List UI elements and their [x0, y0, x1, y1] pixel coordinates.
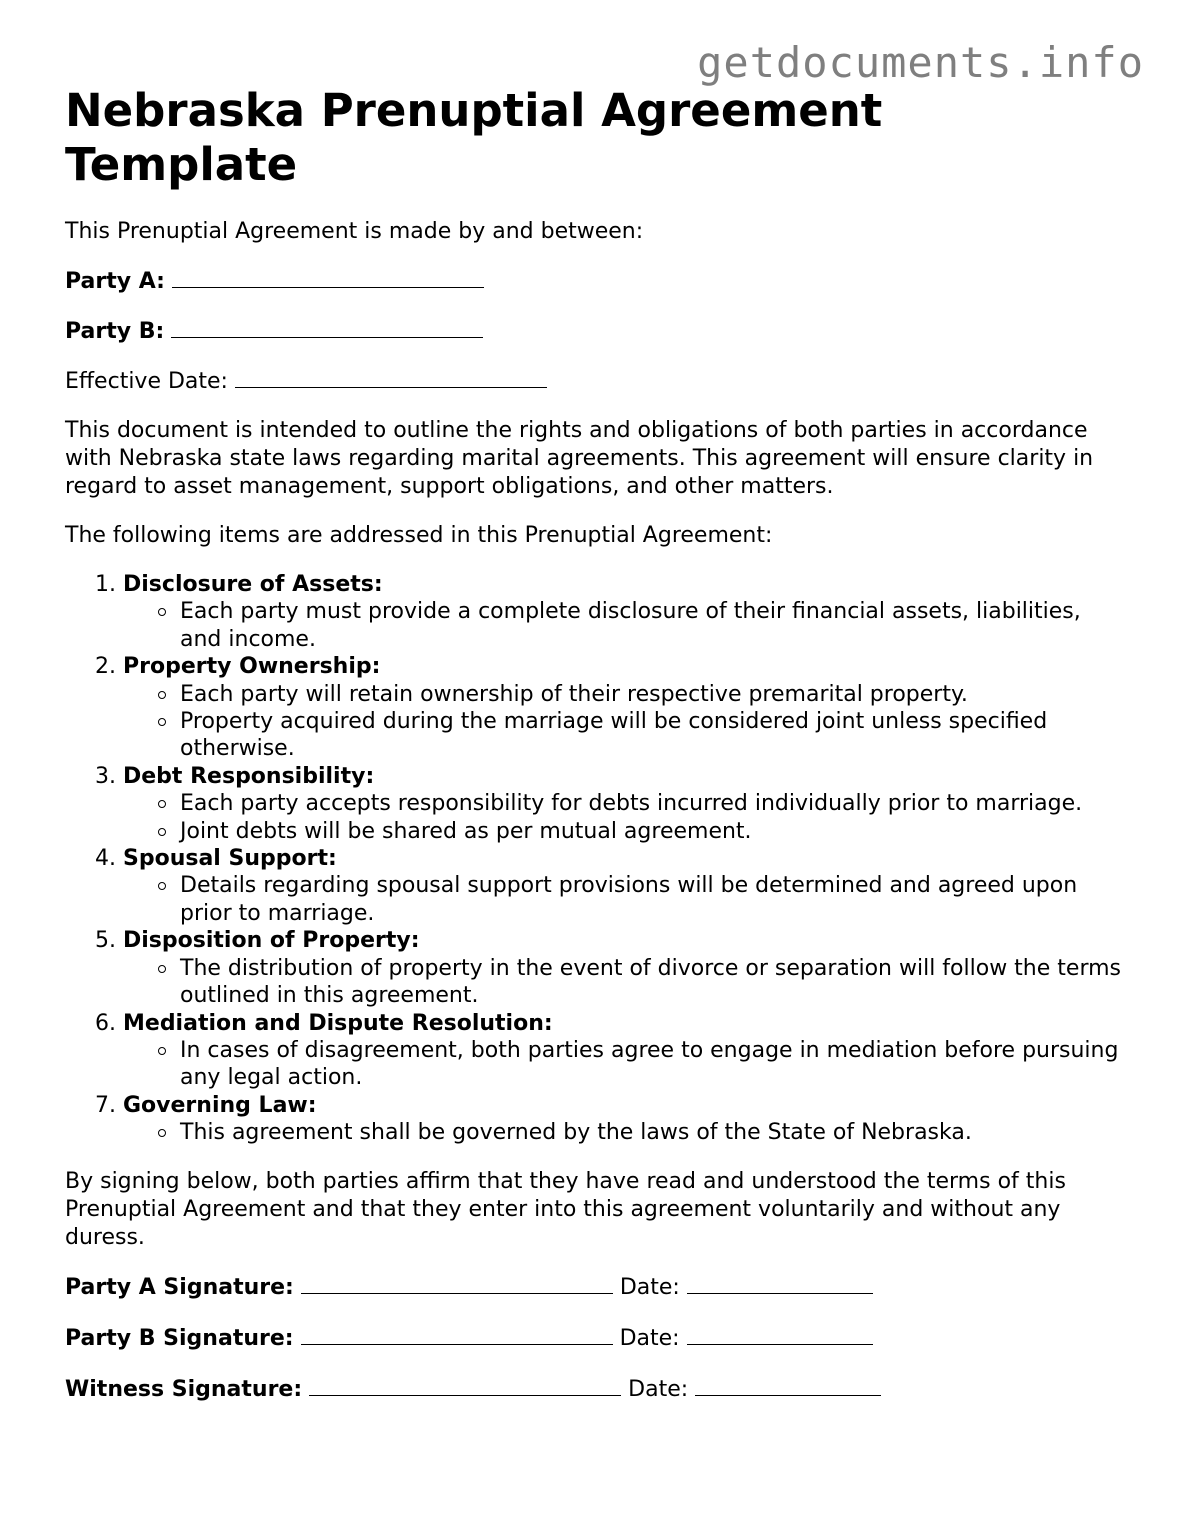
party-b-blank[interactable] [171, 317, 483, 338]
sub-item: Details regarding spousal support provisions will be determined and agreed upon prior to marriage. [180, 872, 1125, 927]
sub-list [123, 598, 1125, 653]
date-label: Date: [628, 1376, 689, 1402]
list-item [123, 927, 1125, 1009]
date-label: Date: [619, 1274, 680, 1300]
sub-list [123, 955, 1125, 1010]
witness-signature-row [65, 1375, 1125, 1404]
sub-list [123, 872, 1125, 927]
sub-list [123, 1037, 1125, 1092]
witness-date-blank[interactable] [695, 1375, 881, 1396]
item-title: Debt Responsibility: [123, 763, 375, 789]
party-a-field [65, 267, 1125, 296]
sub-list [123, 681, 1125, 763]
sub-item: In cases of disagreement, both parties agree to engage in mediation before pursuing any legal action. [180, 1037, 1125, 1092]
sub-item: Each party accepts responsibility for debts incurred individually prior to marriage. [180, 790, 1125, 817]
party-b-field [65, 317, 1125, 346]
witness-signature-label: Witness Signature: [65, 1376, 303, 1402]
list-item [123, 571, 1125, 653]
items-intro: The following items are addressed in this Prenuptial Agreement: [65, 523, 773, 548]
effective-date-blank[interactable] [235, 367, 547, 388]
witness-signature-blank[interactable] [309, 1375, 621, 1396]
purpose-text: This document is intended to outline the rights and obligations of both parties in accordance with Nebraska state laws regarding marital agreements. This agreement will ensure clarity in regard to asset management, support obligations, and other matters. [65, 418, 1094, 499]
sub-item: The distribution of property in the event of divorce or separation will follow the terms outlined in this agreement. [180, 955, 1125, 1010]
items-list [65, 571, 1125, 1147]
list-item [123, 763, 1125, 845]
party-b-signature-blank[interactable] [301, 1324, 613, 1345]
sub-list [123, 1119, 1125, 1146]
list-item [123, 653, 1125, 763]
party-a-label: Party A: [65, 269, 165, 294]
sub-item: Each party will retain ownership of their respective premarital property. [180, 681, 1125, 708]
party-a-signature-row [65, 1273, 1125, 1302]
document-title: Nebraska Prenuptial Agreement Template [65, 84, 883, 191]
intro-text: This Prenuptial Agreement is made by and between: [65, 219, 644, 244]
sub-item: Joint debts will be shared as per mutual agreement. [180, 818, 1125, 845]
item-title: Property Ownership: [123, 654, 381, 680]
effective-date-label: Effective Date: [65, 369, 228, 394]
sub-list [123, 790, 1125, 845]
party-a-signature-label: Party A Signature: [65, 1274, 294, 1300]
list-item [123, 1010, 1125, 1092]
closing-text: By signing below, both parties affirm that they have read and understood the terms of this Prenuptial Agreement and that they enter into this agreement voluntarily and without any duress. [65, 1168, 1066, 1250]
list-item [123, 1092, 1125, 1147]
party-b-label: Party B: [65, 319, 165, 344]
sub-item: Property acquired during the marriage will be considered joint unless specified otherwise. [180, 708, 1125, 763]
effective-date-field [65, 367, 1125, 396]
document [65, 84, 1125, 1426]
item-title: Disposition of Property: [123, 928, 420, 954]
item-title: Disclosure of Assets: [123, 572, 383, 597]
party-b-signature-label: Party B Signature: [65, 1325, 294, 1351]
list-item [123, 845, 1125, 927]
party-a-blank[interactable] [172, 267, 484, 288]
item-title: Mediation and Dispute Resolution: [123, 1010, 553, 1036]
watermark: getdocuments.info [697, 38, 1144, 87]
party-b-date-blank[interactable] [687, 1324, 873, 1345]
sub-item: Each party must provide a complete disclosure of their financial assets, liabilities, and income. [180, 598, 1125, 653]
party-a-signature-blank[interactable] [301, 1273, 613, 1294]
item-title: Spousal Support: [123, 846, 337, 872]
party-a-date-blank[interactable] [687, 1273, 873, 1294]
party-b-signature-row [65, 1324, 1125, 1353]
sub-item: This agreement shall be governed by the laws of the State of Nebraska. [180, 1119, 1125, 1146]
item-title: Governing Law: [123, 1092, 317, 1118]
date-label: Date: [619, 1325, 680, 1351]
